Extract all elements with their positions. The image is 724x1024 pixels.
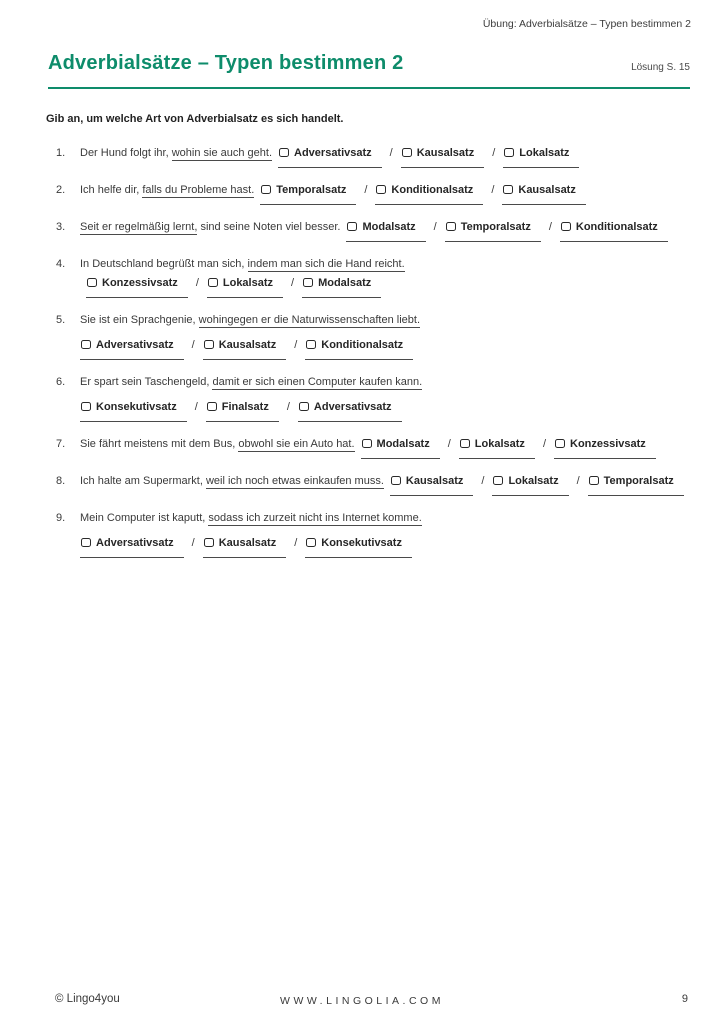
option-label: Kausalsatz [416, 147, 475, 159]
title-row [48, 52, 690, 75]
answer-option-konzessivsatz[interactable] [86, 274, 188, 298]
option-separator: / [542, 438, 546, 450]
option-label: Konditionalsatz [391, 184, 474, 196]
question-body [80, 373, 698, 422]
option-separator: / [195, 277, 199, 289]
answer-option-adversativsatz[interactable] [298, 398, 402, 422]
checkbox-icon[interactable] [446, 222, 456, 231]
option-label: Kausalsatz [518, 184, 576, 196]
question-body [80, 472, 698, 496]
question-number: 5. [56, 314, 66, 326]
sentence-underlined-clause: Seit er regelmäßig lernt, [80, 221, 198, 233]
sentence-pre: In Deutschland begrüßt man sich, [80, 258, 248, 270]
option-label: Adversativsatz [294, 147, 372, 159]
option-separator: / [291, 277, 295, 289]
option-label: Konzessivsatz [102, 277, 178, 289]
option-separator: / [191, 537, 195, 549]
checkbox-icon[interactable] [347, 222, 357, 231]
question-sentence [80, 147, 272, 161]
option-label: Kausalsatz [218, 339, 277, 351]
answer-option-lokalsatz[interactable] [492, 472, 568, 496]
option-separator: / [447, 438, 451, 450]
answer-options [361, 438, 656, 450]
answer-option-finalsatz[interactable] [206, 398, 279, 422]
question-body [80, 181, 698, 205]
checkbox-icon[interactable] [204, 340, 214, 349]
question-row [46, 509, 698, 558]
checkbox-icon[interactable] [261, 185, 271, 194]
checkbox-icon[interactable] [81, 538, 91, 547]
question-number: 2. [56, 184, 66, 196]
checkbox-icon[interactable] [376, 185, 386, 194]
checkbox-icon[interactable] [402, 148, 412, 157]
option-separator: / [191, 339, 195, 351]
question-body [80, 255, 698, 298]
option-label: Konditionalsatz [321, 339, 404, 351]
question-row [46, 311, 698, 360]
page-number: 9 [681, 993, 688, 1005]
sentence-pre: Er spart sein Taschengeld, [80, 376, 213, 388]
sentence-underlined-clause: wohin sie auch geht. [171, 147, 273, 159]
question-sentence [80, 376, 422, 390]
answer-option-konditionalsatz[interactable] [375, 181, 483, 205]
question-body [80, 311, 698, 360]
sentence-pre: Mein Computer ist kaputt, [80, 512, 209, 524]
answer-option-adversativsatz[interactable] [80, 336, 184, 360]
option-separator: / [294, 537, 298, 549]
option-label: Lokalsatz [474, 438, 525, 450]
option-label: Kausalsatz [218, 537, 277, 549]
option-label: Lokalsatz [519, 147, 570, 159]
answer-options [80, 534, 698, 558]
option-separator: / [548, 221, 552, 233]
answer-option-kausalsatz[interactable] [502, 181, 585, 205]
option-label: Temporalsatz [460, 221, 531, 233]
option-label: Konditionalsatz [575, 221, 658, 233]
option-separator: / [491, 184, 495, 196]
sentence-underlined-clause: falls du Probleme hast. [142, 184, 255, 196]
title-divider [48, 87, 690, 89]
option-label: Finalsatz [221, 401, 269, 413]
copyright-label: © Lingo4you [55, 993, 120, 1005]
question-sentence [80, 314, 420, 328]
sentence-underlined-clause: wohingegen er die Naturwissenschaften liebt. [198, 314, 420, 326]
question-number: 8. [56, 475, 66, 487]
answer-option-lokalsatz[interactable] [503, 144, 579, 168]
checkbox-icon[interactable] [493, 476, 503, 485]
solution-reference: Lösung S. 15 [631, 62, 690, 73]
answer-options [390, 475, 684, 487]
question-sentence [80, 184, 254, 198]
option-separator: / [364, 184, 368, 196]
answer-option-kausalsatz[interactable] [203, 534, 286, 558]
sentence-pre: Sie fährt meistens mit dem Bus, [80, 438, 239, 450]
sentence-pre: Ich halte am Supermarkt, [80, 475, 206, 487]
checkbox-icon[interactable] [303, 278, 313, 287]
question-number: 6. [56, 376, 66, 388]
answer-option-konsekutivsatz[interactable] [305, 534, 412, 558]
option-label: Temporalsatz [603, 475, 674, 487]
question-sentence [80, 258, 405, 272]
option-separator: / [481, 475, 485, 487]
answer-option-temporalsatz[interactable] [588, 472, 684, 496]
sentence-underlined-clause: damit er sich einen Computer kaufen kann. [212, 376, 423, 388]
answer-option-modalsatz[interactable] [361, 435, 440, 459]
option-separator: / [433, 221, 437, 233]
question-sentence [80, 475, 384, 489]
checkbox-icon[interactable] [81, 402, 91, 411]
checkbox-icon[interactable] [279, 148, 289, 157]
answer-options [80, 398, 698, 422]
checkbox-icon[interactable] [306, 538, 316, 547]
option-label: Adversativsatz [96, 537, 174, 549]
sentence-post: sind seine Noten viel besser. [197, 221, 341, 233]
question-number: 1. [56, 147, 66, 159]
checkbox-icon[interactable] [503, 185, 513, 194]
answer-option-adversativsatz[interactable] [80, 534, 184, 558]
question-list [46, 144, 698, 571]
question-body [80, 218, 698, 242]
running-header: Übung: Adverbialsätze – Typen bestimmen 2 [482, 18, 691, 30]
option-label: Konsekutivsatz [96, 401, 177, 413]
checkbox-icon[interactable] [555, 439, 565, 448]
option-separator: / [286, 401, 290, 413]
checkbox-icon[interactable] [306, 340, 316, 349]
option-separator: / [294, 339, 298, 351]
answer-option-modalsatz[interactable] [346, 218, 425, 242]
checkbox-icon[interactable] [87, 278, 97, 287]
answer-options [260, 184, 586, 196]
sentence-pre: Der Hund folgt ihr, [80, 147, 172, 159]
answer-option-lokalsatz[interactable] [459, 435, 535, 459]
answer-option-adversativsatz[interactable] [278, 144, 382, 168]
question-number: 7. [56, 438, 66, 450]
question-sentence [80, 512, 422, 526]
option-separator: / [576, 475, 580, 487]
option-label: Lokalsatz [508, 475, 559, 487]
sentence-underlined-clause: obwohl sie ein Auto hat. [238, 438, 355, 450]
option-separator: / [194, 401, 198, 413]
question-body [80, 509, 698, 558]
checkbox-icon[interactable] [362, 439, 372, 448]
option-label: Modalsatz [318, 277, 372, 289]
question-row [46, 218, 698, 242]
website-label: WWW.LINGOLIA.COM [280, 995, 444, 1007]
checkbox-icon[interactable] [561, 222, 571, 231]
sentence-underlined-clause: indem man sich die Hand reicht. [247, 258, 405, 270]
option-label: Modalsatz [362, 221, 416, 233]
option-label: Kausalsatz [405, 475, 464, 487]
answer-option-lokalsatz[interactable] [207, 274, 283, 298]
sentence-pre: Sie ist ein Sprachgenie, [80, 314, 199, 326]
question-sentence [80, 221, 340, 235]
answer-option-temporalsatz[interactable] [445, 218, 541, 242]
checkbox-icon[interactable] [391, 476, 401, 485]
sentence-pre: Ich helfe dir, [80, 184, 143, 196]
answer-options [278, 147, 579, 159]
answer-option-konsekutivsatz[interactable] [80, 398, 187, 422]
option-label: Konzessivsatz [570, 438, 646, 450]
sentence-underlined-clause: weil ich noch etwas einkaufen muss. [205, 475, 384, 487]
checkbox-icon[interactable] [207, 402, 217, 411]
question-number: 3. [56, 221, 66, 233]
option-label: Modalsatz [376, 438, 430, 450]
question-row [46, 144, 698, 168]
question-row [46, 435, 698, 459]
page-title: Adverbialsätze – Typen bestimmen 2 [48, 52, 404, 74]
answer-option-kausalsatz[interactable] [401, 144, 484, 168]
exercise-instruction: Gib an, um welche Art von Adverbialsatz es sich handelt. [46, 113, 344, 125]
option-separator: / [389, 147, 393, 159]
answer-option-konditionalsatz[interactable] [305, 336, 413, 360]
question-row [46, 181, 698, 205]
option-label: Lokalsatz [222, 277, 274, 289]
checkbox-icon[interactable] [204, 538, 214, 547]
question-row [46, 472, 698, 496]
checkbox-icon[interactable] [504, 148, 514, 157]
answer-option-kausalsatz[interactable] [390, 472, 473, 496]
checkbox-icon[interactable] [460, 439, 470, 448]
question-body [80, 435, 698, 459]
sentence-underlined-clause: sodass ich zurzeit nicht ins Internet komme. [208, 512, 422, 524]
page-footer [0, 993, 724, 1013]
answer-options [346, 221, 667, 233]
answer-option-konzessivsatz[interactable] [554, 435, 656, 459]
question-body [80, 144, 698, 168]
question-row [46, 255, 698, 298]
checkbox-icon[interactable] [589, 476, 599, 485]
option-label: Temporalsatz [276, 184, 347, 196]
answer-option-temporalsatz[interactable] [260, 181, 356, 205]
option-label: Adversativsatz [96, 339, 174, 351]
answer-option-modalsatz[interactable] [302, 274, 381, 298]
checkbox-icon[interactable] [299, 402, 309, 411]
checkbox-icon[interactable] [81, 340, 91, 349]
option-label: Konsekutivsatz [321, 537, 402, 549]
answer-option-konditionalsatz[interactable] [560, 218, 668, 242]
answer-option-kausalsatz[interactable] [203, 336, 286, 360]
question-sentence [80, 438, 355, 452]
option-label: Adversativsatz [313, 401, 392, 413]
answer-options [86, 277, 381, 289]
option-separator: / [492, 147, 496, 159]
question-row [46, 373, 698, 422]
question-number: 4. [56, 258, 66, 270]
checkbox-icon[interactable] [208, 278, 218, 287]
question-number: 9. [56, 512, 66, 524]
answer-options [80, 336, 698, 360]
